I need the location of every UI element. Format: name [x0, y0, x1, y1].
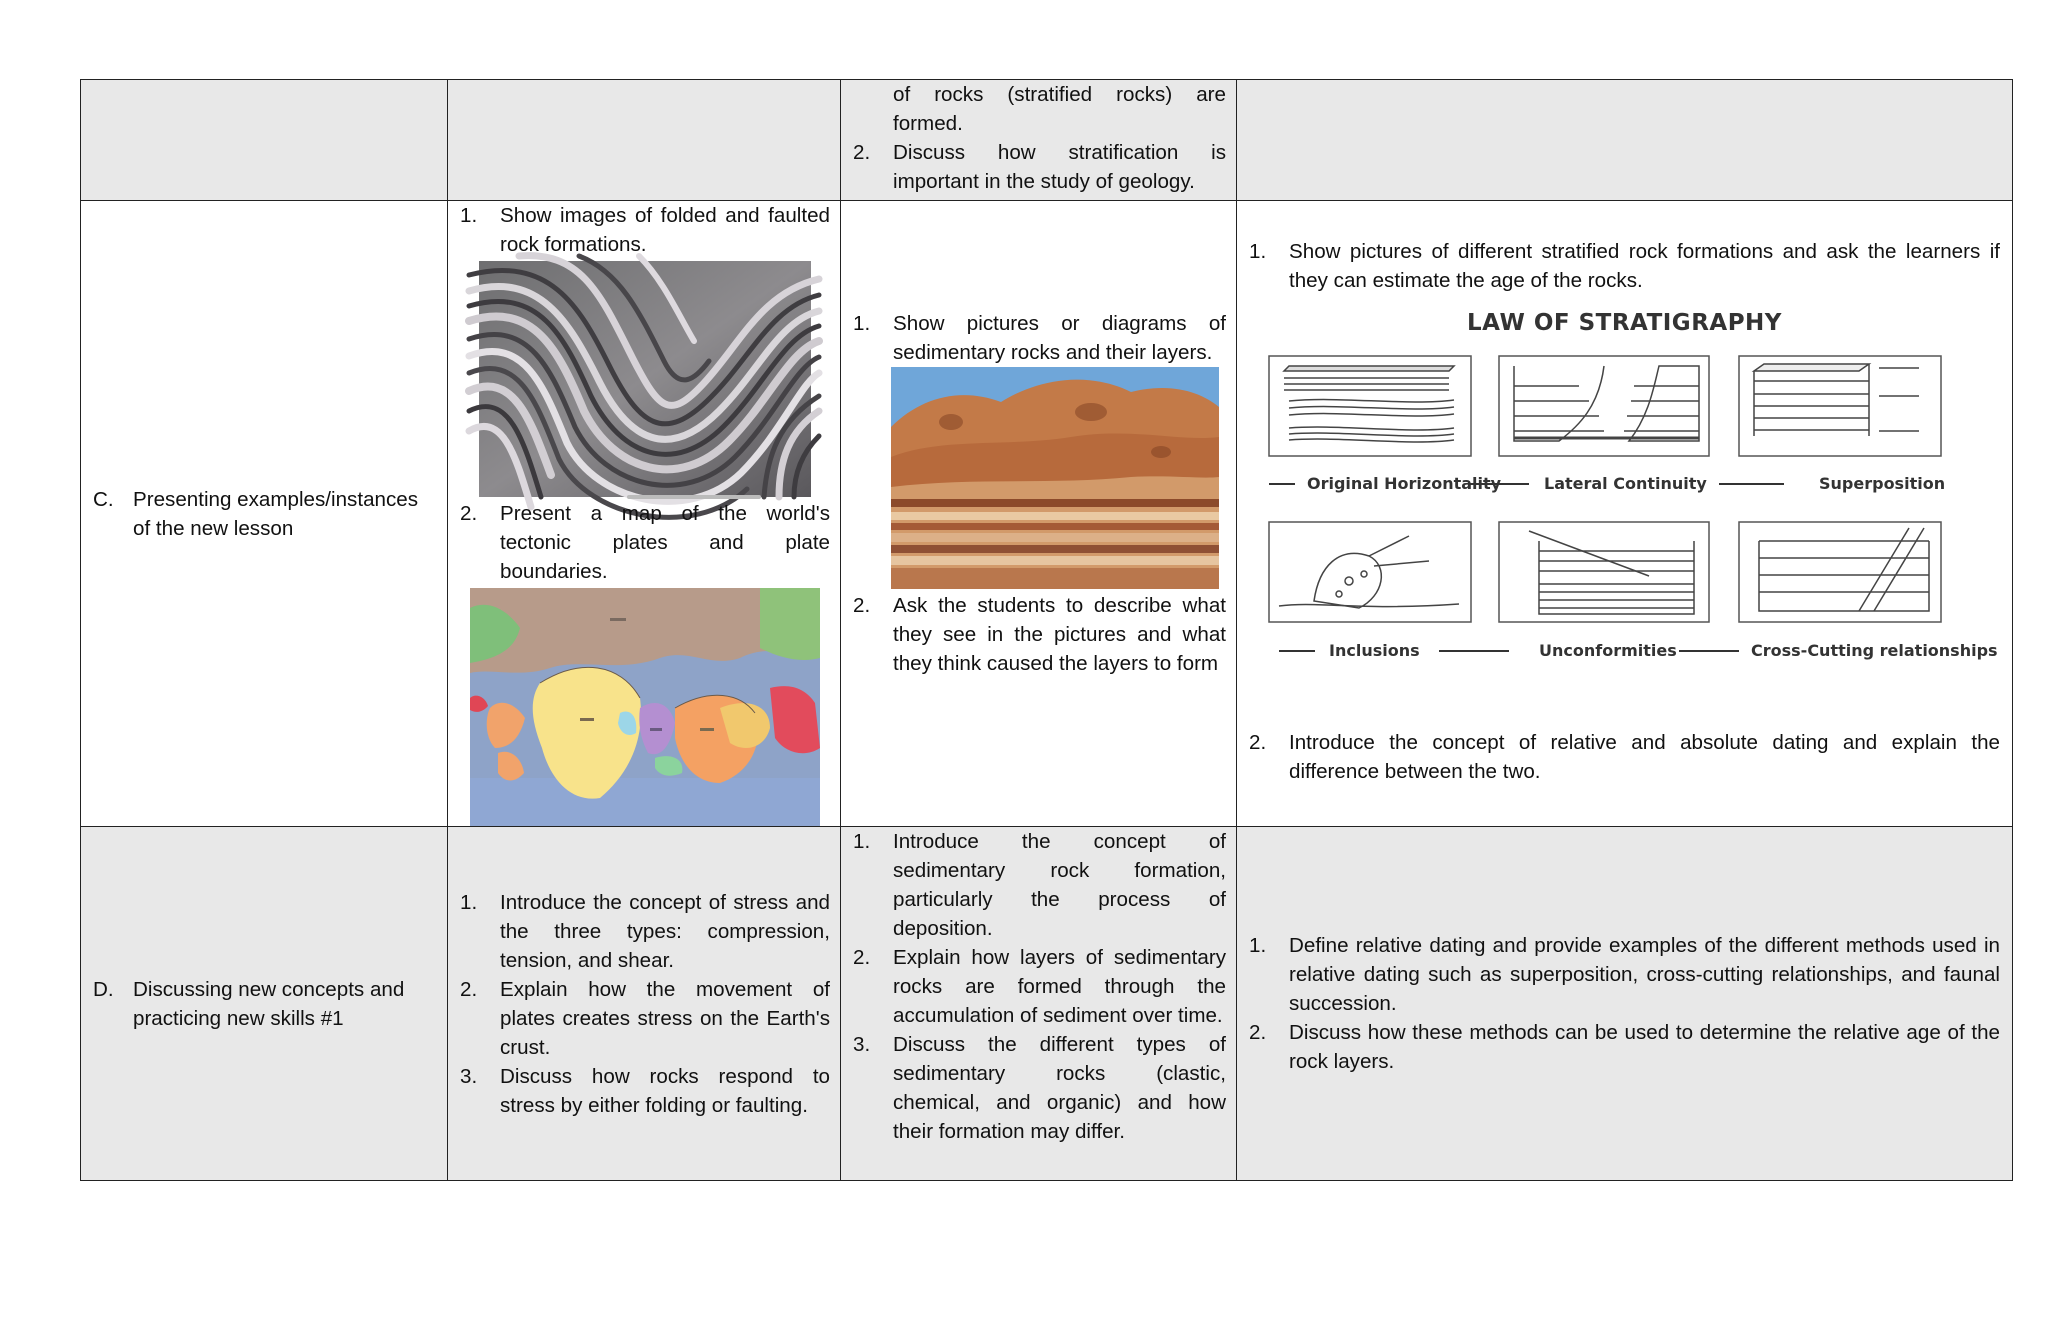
folding-faulting-cell: [448, 201, 841, 827]
relative-dating-cell: [1237, 80, 2013, 201]
list-item: 2. Introduce the concept of relative and absolute dating and explain the difference between the two.: [1249, 731, 2000, 783]
list-item: 1. Show images of folded and faulted rock formations.: [460, 204, 830, 256]
list-item: 1. Introduce the concept of sedimentary rock formation, particularly the process of deposition.: [853, 830, 1226, 940]
row-label-cell: [81, 201, 448, 827]
caption-inclusions: Inclusions: [1329, 641, 1420, 660]
caption-original-horizontality: Original Horizontality: [1307, 474, 1502, 493]
sedimentary-layers-photo: [891, 367, 1226, 589]
caption-cross-cutting: Cross-Cutting relationships: [1751, 641, 1998, 660]
table-row: [81, 80, 2013, 201]
law-of-stratigraphy-figure: [1249, 309, 2000, 694]
list-item: of rocks (stratified rocks) are formed.: [893, 83, 1226, 135]
list-item: 2. Discuss how these methods can be used to determine the relative age of the rock layers.: [1249, 1021, 2000, 1073]
lesson-plan-page: [80, 79, 2012, 1181]
list-item: 1. Define relative dating and provide examples of the different methods used in relative dating such as superposition, cross-cutting relationships, and faunal succession.: [1249, 934, 2000, 1015]
stratigraphy-diagrams: [1259, 346, 1998, 694]
caption-superposition: Superposition: [1819, 474, 1946, 493]
figure-title: LAW OF STRATIGRAPHY: [1467, 310, 1782, 336]
list-item: 1. Introduce the concept of stress and the three types: compression, tension, and shear.: [460, 890, 830, 972]
table-row: [81, 827, 2013, 1181]
lesson-plan-table: [80, 79, 2013, 1181]
folded-rock-photo: [479, 261, 830, 497]
row-label-cell: [81, 827, 448, 1181]
tectonic-plates-map: [470, 588, 830, 826]
list-item: 2. Discuss how stratification is important in the study of geology.: [853, 141, 1226, 193]
row-label-cell: [81, 80, 448, 201]
list-item: 2. Explain how layers of sedimentary rocks are formed through the accumulation of sediment over time.: [853, 946, 1226, 1027]
list-item: 2. Present a map of the world's tectonic plates and plate boundaries.: [460, 502, 830, 583]
list-item: 3. Discuss how rocks respond to stress by either folding or faulting.: [460, 1064, 830, 1117]
list-item: 2. Explain how the movement of plates creates stress on the Earth's crust.: [460, 977, 830, 1059]
folding-faulting-cell: [448, 80, 841, 201]
caption-unconformities: Unconformities: [1539, 641, 1677, 660]
stratification-cell: [841, 827, 1237, 1181]
relative-dating-cell: [1237, 201, 2013, 827]
relative-dating-cell: [1237, 827, 2013, 1181]
table-row: [81, 201, 2013, 827]
stratification-cell: [841, 201, 1237, 827]
caption-lateral-continuity: Lateral Continuity: [1544, 474, 1707, 493]
row-label: C. Presenting examples/instances of the new lesson: [93, 487, 419, 540]
row-label: D. Discussing new concepts and practicing new skills #1: [93, 977, 405, 1030]
list-item: 1. Show pictures or diagrams of sedimentary rocks and their layers.: [853, 312, 1226, 364]
list-item: 1. Show pictures of different stratified rock formations and ask the learners if they can estimate the age of the rocks.: [1249, 240, 2000, 292]
folding-faulting-cell: [448, 827, 841, 1181]
list-item: 3. Discuss the different types of sedimentary rocks (clastic, chemical, and organic) and how their formation may differ.: [853, 1033, 1226, 1143]
stratification-cell: [841, 80, 1237, 201]
list-item: 2. Ask the students to describe what they see in the pictures and what they think caused the layers to form: [853, 594, 1226, 675]
